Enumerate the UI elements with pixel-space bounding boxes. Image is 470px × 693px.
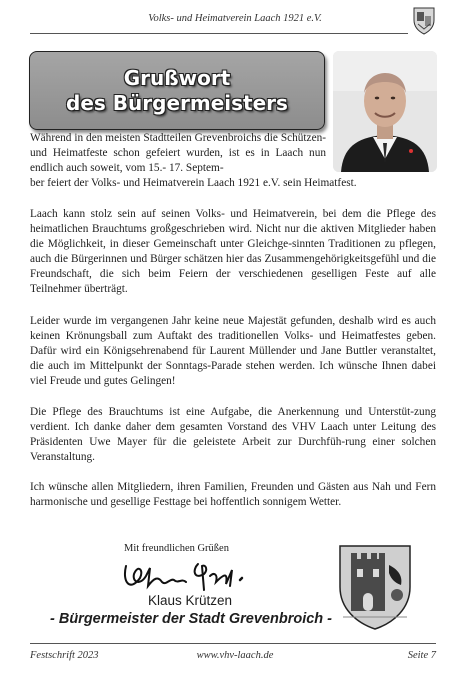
running-header: Volks- und Heimatverein Laach 1921 e.V.	[148, 13, 322, 24]
paragraph-5: Ich wünsche allen Mitgliedern, ihren Familien, Freunden und Gästen aus Nah und Fern harmonische und gesellige Festtage bei hoffentlich sonnigem Wetter.	[30, 481, 436, 508]
paragraph-3: Leider wurde im vergangenen Jahr keine neue Majestät gefunden, deshalb wird es auch keinen Krönungsball zum Auftakt des traditionellen Volks- und Heimatfestes geben. Dafür wird ein Königsehrenabend für Laurent Müllender und Jane Buttler veranstaltet, die auch im Mittelpunkt der Sonntags-Parade stehen werden. Ich wünsche Ihnen dabei viel Freude und gutes Gelingen!	[30, 315, 436, 387]
paragraph-2: Laach kann stolz sein auf seinen Volks- und Heimatverein, bei dem die Pflege des heimatlichen Brauchtums großgeschrieben wird. Nicht nur die aktiven Mitglieder haben die Möglichkeit, in dieser Gemeinschaft unter Gleichge-sinnten Traditionen zu pflegen, auch die Bürgerinnen und Bürger schätzen hier das Zusammengehörigkeitsgefühl und die Freundschaft, die sich beim Feiern der verschiedenen geselligen Feste auf alle Teilnehmer überträgt.	[30, 208, 436, 295]
heading-line-2: des Bürgermeisters	[66, 90, 288, 115]
header-divider	[30, 33, 408, 34]
city-coat-of-arms-icon	[337, 543, 413, 631]
closing-greeting: Mit freundlichen Grüßen	[124, 543, 229, 554]
footer-publication: Festschrift 2023	[30, 650, 99, 661]
signer-name: Klaus Krützen	[148, 593, 233, 608]
paragraph-4: Die Pflege des Brauchtums ist eine Aufgabe, die Anerkennung und Unterstüt-zung verdient. Ich danke daher dem gesamten Vorstand des VHV Laach unter Leitung des Präsidenten Uwe Mayer für die geleistete Arbeit zur Durchfüh-rung einer solchen Veranstaltung.	[30, 406, 436, 463]
heading-line-1: Grußwort	[123, 65, 231, 90]
signer-title: - Bürgermeister der Stadt Grevenbroich -	[50, 611, 333, 627]
footer-page-number: Seite 7	[407, 650, 436, 661]
footer-website: www.vhv-laach.de	[196, 650, 274, 661]
paragraph-1: Während in den meisten Stadtteilen Grevenbroichs die Schützen- und Heimatfeste schon gefeiert wurden, ist es in Laach nun endlich auch soweit, vom 15.- 17. Septem-	[30, 132, 326, 174]
footer-divider	[30, 643, 436, 644]
handwritten-signature	[120, 556, 260, 598]
heading-box	[29, 51, 325, 130]
coat-of-arms-icon	[412, 6, 436, 36]
mayor-portrait	[333, 51, 437, 172]
paragraph-1-continued: ber feiert der Volks- und Heimatverein Laach 1921 e.V. sein Heimatfest.	[30, 177, 357, 189]
